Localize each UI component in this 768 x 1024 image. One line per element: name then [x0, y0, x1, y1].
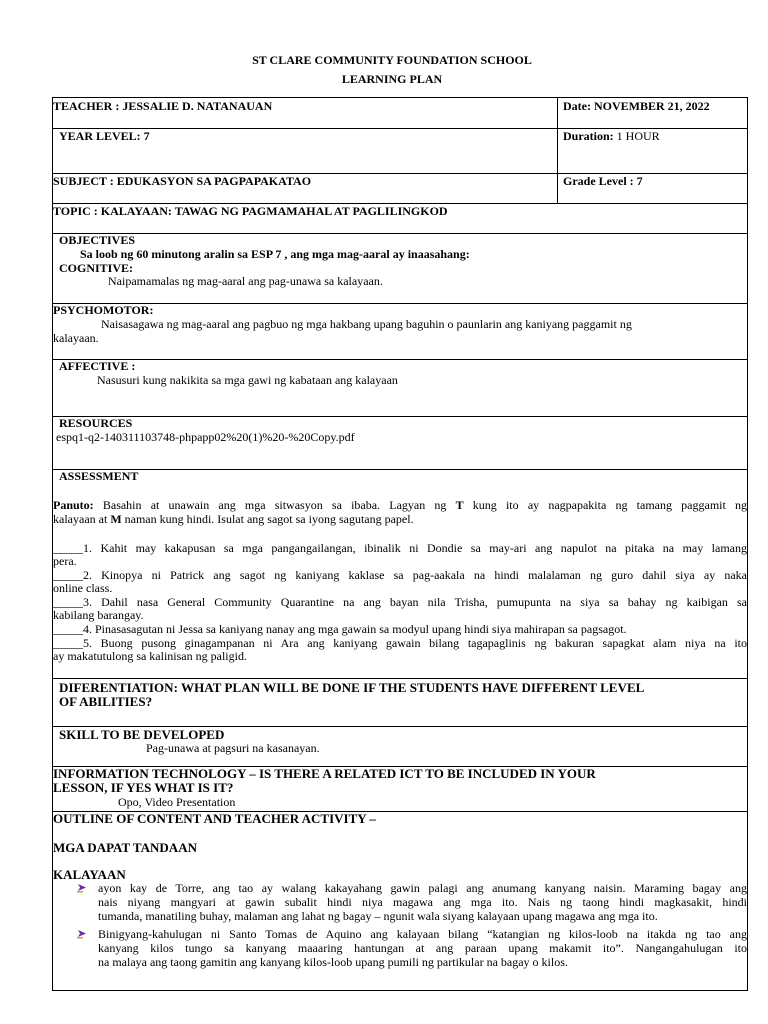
- arrow-bullet-icon: [77, 882, 88, 893]
- year-level-field: YEAR LEVEL: 7: [59, 129, 150, 143]
- panuto-false-marker: M: [110, 512, 122, 526]
- teacher-field: TEACHER : JESSALIE D. NATANAUAN: [53, 99, 273, 113]
- kalayaan-bullet-1-line-3: tumanda, manatiling buhay, malaman ang lahat ng bagay – ngunit wala siyang kalayaan upang magawa ang mga ito.: [98, 909, 658, 923]
- affective-row: [53, 360, 747, 417]
- document-title: LEARNING PLAN: [341, 72, 443, 86]
- learning-plan-table: [52, 97, 748, 991]
- assessment-item-1-line-2: pera.: [53, 554, 77, 568]
- subject-field: SUBJECT : EDUKASYON SA PAGPAPAKATAO: [53, 174, 312, 188]
- duration-label: Duration:: [563, 129, 614, 143]
- assessment-item-2-line-1: _____2. Kinopya ni Patrick ang sagot ng kaniyang kaklase sa pag-aakala na hindi malalaman ng guro dahil siya ay naka: [53, 568, 747, 582]
- panuto-text-2a: kalayaan at: [53, 512, 108, 526]
- date-value: NOVEMBER 21, 2022: [593, 99, 710, 113]
- panuto-line-1: [53, 499, 747, 512]
- panuto-true-marker: T: [455, 498, 464, 512]
- grade-level-field: Grade Level : 7: [563, 174, 643, 188]
- resources-heading: RESOURCES: [59, 416, 133, 430]
- resources-file-link[interactable]: espq1-q2-140311103748-phpapp02%20(1)%20-%20Copy.pdf: [56, 430, 355, 444]
- ict-answer: Opo, Video Presentation: [118, 795, 236, 809]
- panuto-line-2: [53, 513, 414, 526]
- affective-text: Nasusuri kung nakikita sa mga gawi ng kabataan ang kalayaan: [97, 373, 398, 387]
- psychomotor-row: [53, 304, 747, 360]
- skill-heading: SKILL TO BE DEVELOPED: [59, 727, 225, 742]
- panuto-label: Panuto:: [53, 498, 94, 512]
- psychomotor-heading: PSYCHOMOTOR:: [53, 303, 154, 317]
- assessment-item-1-line-1: _____1. Kahit may kakapusan sa mga pangangailangan, ibinalik ni Dondie sa may-ari ang napulot na pitaka na may lamang: [53, 541, 747, 555]
- kalayaan-bullet-2-line-2: kanyang kilos tungo sa kanyang maaaring hantungan at ang paraan upang makamit ito”. Nangangahulugan ito: [98, 941, 747, 955]
- year-level-row: [53, 129, 747, 174]
- assessment-item-3-line-2: kabilang barangay.: [53, 608, 144, 622]
- resources-row: [53, 417, 747, 470]
- topic-field: TOPIC : KALAYAAN: TAWAG NG PAGMAMAHAL AT PAGLILINGKOD: [53, 204, 448, 218]
- panuto-text-2b: naman kung hindi. Isulat ang sagot sa iyong sagutang papel.: [124, 512, 414, 526]
- differentiation-row: [53, 679, 747, 727]
- psychomotor-line-2: kalayaan.: [53, 331, 99, 345]
- arrow-bullet-icon: [77, 928, 88, 939]
- duration-field: [563, 130, 660, 143]
- assessment-heading: ASSESSMENT: [59, 469, 139, 483]
- ict-line-1: INFORMATION TECHNOLOGY – IS THERE A RELATED ICT TO BE INCLUDED IN YOUR: [53, 766, 596, 781]
- differentiation-line-2: OF ABILITIES?: [59, 694, 153, 709]
- skill-text: Pag-unawa at pagsuri na kasanayan.: [146, 741, 320, 755]
- psychomotor-line-1: Naisasagawa ng mag-aaral ang pagbuo ng mga hakbang upang baguhin o paunlarin ang kaniyang paggamit ng: [101, 317, 632, 331]
- duration-value: 1 HOUR: [616, 129, 660, 143]
- panuto-text-1a: Basahin at unawain ang mga sitwasyon sa ibaba. Lagyan ng: [102, 498, 447, 512]
- outline-row: [53, 812, 747, 990]
- assessment-row: [53, 470, 747, 679]
- outline-heading: OUTLINE OF CONTENT AND TEACHER ACTIVITY –: [53, 811, 376, 826]
- cognitive-text: Naipamamalas ng mag-aaral ang pag-unawa sa kalayaan.: [108, 274, 383, 288]
- kalayaan-heading: KALAYAAN: [53, 867, 126, 882]
- cognitive-heading: COGNITIVE:: [59, 261, 134, 275]
- kalayaan-bullet-2-line-1: Binigyang-kahulugan ni Santo Tomas de Aquino ang kalayaan bilang “katangian ng kilos-loob na itakda ng tao ang: [98, 927, 747, 941]
- skill-row: [53, 727, 747, 767]
- teacher-row: [53, 98, 747, 129]
- assessment-item-2-line-2: online class.: [53, 581, 113, 595]
- objectives-row: [53, 234, 747, 304]
- objectives-intro: Sa loob ng 60 minutong aralin sa ESP 7 , ang mga mag-aaral ay inaasahang:: [80, 247, 470, 261]
- subject-row: [53, 174, 747, 204]
- assessment-item-4-line-1: _____4. Pinasasagutan ni Jessa sa kaniyang nanay ang mga gawain sa modyul upang hindi siya mahirapan sa pagsagot.: [53, 622, 627, 636]
- kalayaan-bullet-1-line-2: nais niyang mangyari at gawin subalit hindi niya magawa ang mga ito. Nais ng taong hindi magkasakit, hindi: [98, 895, 747, 909]
- assessment-item-5-line-2: ay makatutulong sa kalinisan ng paligid.: [53, 649, 247, 663]
- objectives-heading: OBJECTIVES: [59, 233, 136, 247]
- kalayaan-bullet-1-line-1: ayon kay de Torre, ang tao ay walang kakayahang gawin palagi ang anumang kanyang naisin. Maraming bagay ang: [98, 881, 747, 895]
- ict-line-2: LESSON, IF YES WHAT IS IT?: [53, 780, 234, 795]
- assessment-item-5-line-1: _____5. Buong pusong ginagampanan ni Ara ang kaniyang gawain bilang tagapaglinis ng bakuran sapagkat alam niya na ito: [53, 636, 747, 650]
- date-field: [563, 100, 710, 113]
- kalayaan-bullet-2-line-3: na malaya ang taong gamitin ang kanyang kilos-loob upang pumili ng partikular na bagay o kilos.: [98, 955, 568, 969]
- date-label: Date:: [563, 99, 591, 113]
- mga-dapat-tandaan-heading: MGA DAPAT TANDAAN: [53, 840, 197, 855]
- ict-row: [53, 767, 747, 812]
- school-name: ST CLARE COMMUNITY FOUNDATION SCHOOL: [252, 53, 532, 67]
- affective-heading: AFFECTIVE :: [59, 359, 136, 373]
- assessment-item-3-line-1: _____3. Dahil nasa General Community Quarantine na ang bayan nila Trisha, pumupunta na siya sa bahay ng kaibigan sa: [53, 595, 747, 609]
- topic-row: [53, 204, 747, 234]
- differentiation-line-1: DIFERENTIATION: WHAT PLAN WILL BE DONE IF THE STUDENTS HAVE DIFFERENT LEVEL: [59, 680, 645, 695]
- panuto-text-1b: kung ito ay nagpapakita ng tamang paggamit ng: [472, 498, 747, 512]
